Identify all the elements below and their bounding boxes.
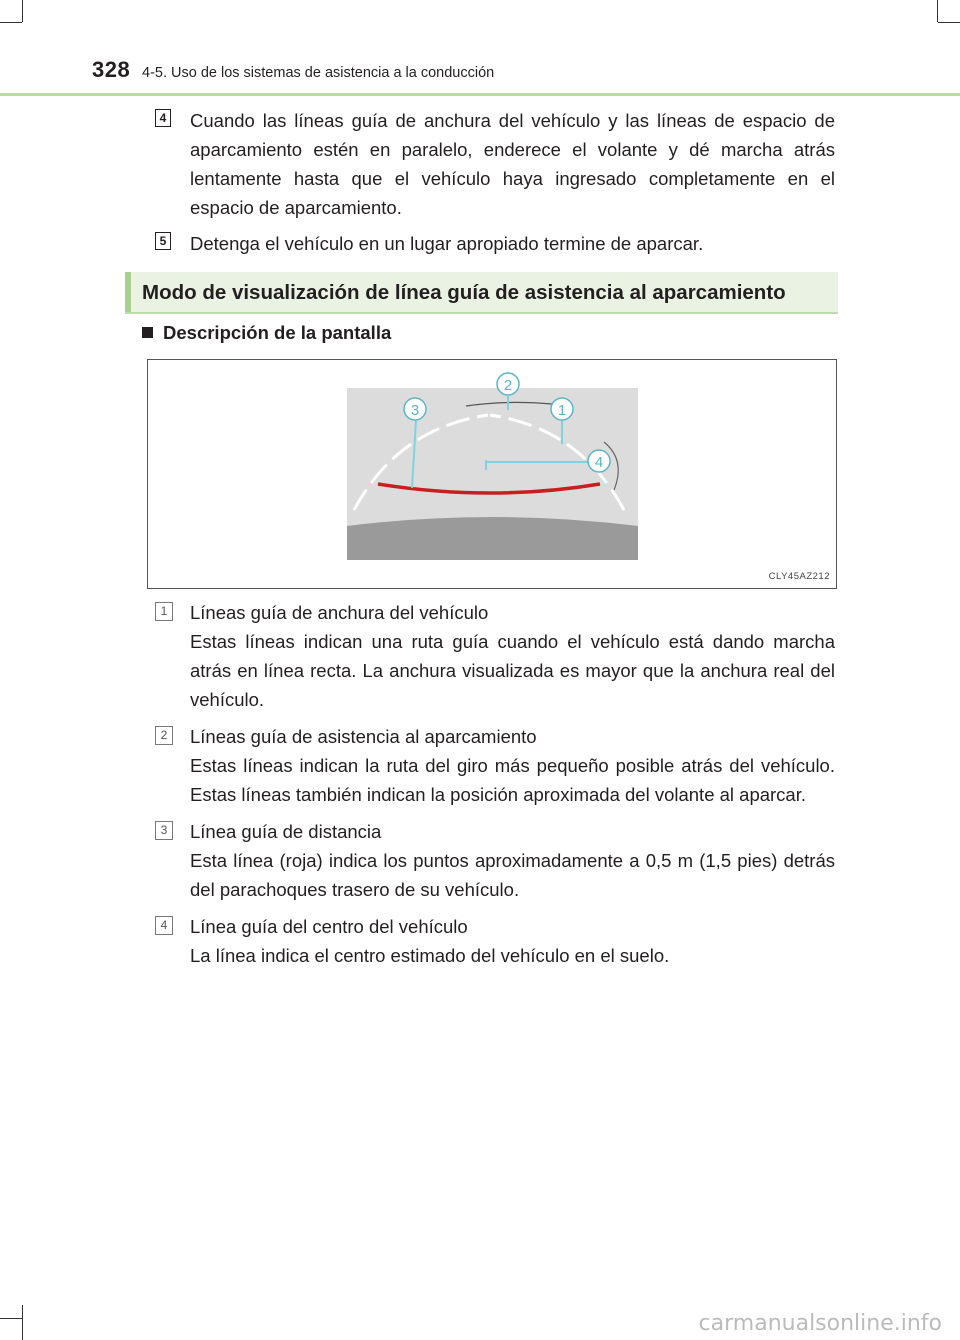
item-title: Líneas guía de anchura del vehículo [190, 602, 489, 623]
crop-mark [0, 22, 22, 23]
callout-label: 1 [557, 402, 567, 419]
page-number: 328 [92, 57, 131, 82]
callout-label: 3 [410, 402, 420, 419]
step-4 [155, 106, 835, 222]
item-number: 1 [155, 602, 173, 621]
subsection-heading [142, 322, 391, 344]
step-5 [155, 229, 835, 258]
section-heading [125, 272, 838, 314]
crop-mark [937, 0, 938, 22]
camera-display-illustration [148, 360, 838, 590]
header-divider [0, 93, 960, 96]
step-number: 5 [155, 232, 171, 250]
camera-display-figure [147, 359, 837, 589]
callout-3 [404, 398, 426, 420]
item-description: Estas líneas indican la ruta del giro más pequeño posible atrás del vehículo. Estas líneas también indican la posición aproximada del volante al aparcar. [190, 755, 835, 805]
callout-label: 4 [594, 454, 604, 471]
legend-item [155, 912, 835, 970]
callout-label: 2 [503, 377, 513, 394]
section-reference: 4-5. Uso de los sistemas de asistencia a la conducción [142, 65, 495, 81]
figure-code: CLY45AZ212 [768, 571, 830, 582]
section-heading-accent [125, 272, 131, 312]
item-title: Líneas guía de asistencia al aparcamiento [190, 726, 537, 747]
bumper-area [347, 517, 638, 560]
item-number: 3 [155, 821, 173, 840]
watermark: carmanualsonline.info [698, 1311, 942, 1336]
subsection-heading-text: Descripción de la pantalla [163, 322, 392, 343]
square-bullet-icon [142, 327, 153, 338]
item-description: Estas líneas indican una ruta guía cuando el vehículo está dando marcha atrás en línea recta. La anchura visualizada es mayor que la anchura real del vehículo. [190, 631, 835, 710]
legend-item [155, 722, 835, 809]
crop-mark [0, 1318, 22, 1319]
crop-mark [22, 1305, 23, 1340]
crop-mark [938, 22, 960, 23]
legend-item [155, 598, 835, 714]
item-title: Línea guía de distancia [190, 821, 382, 842]
callout-2 [497, 373, 519, 395]
item-number: 4 [155, 916, 173, 935]
crop-mark [22, 0, 23, 22]
legend-item [155, 817, 835, 904]
step-text: Detenga el vehículo en un lugar apropiado termine de aparcar. [190, 233, 704, 254]
step-text: Cuando las líneas guía de anchura del vehículo y las líneas de espacio de aparcamiento estén en paralelo, enderece el volante y dé marcha atrás lentamente hasta que el vehículo haya ingresado completamente en el espacio de aparcamiento. [190, 110, 835, 218]
item-title: Línea guía del centro del vehículo [190, 916, 468, 937]
item-description: Esta línea (roja) indica los puntos aproximadamente a 0,5 m (1,5 pies) detrás del parachoques trasero de su vehículo. [190, 850, 835, 900]
item-description: La línea indica el centro estimado del vehículo en el suelo. [190, 945, 670, 966]
callout-1 [551, 398, 573, 420]
callout-4 [588, 450, 610, 472]
item-number: 2 [155, 726, 173, 745]
step-number: 4 [155, 109, 171, 127]
section-heading-text: Modo de visualización de línea guía de asistencia al aparcamiento [142, 281, 786, 304]
